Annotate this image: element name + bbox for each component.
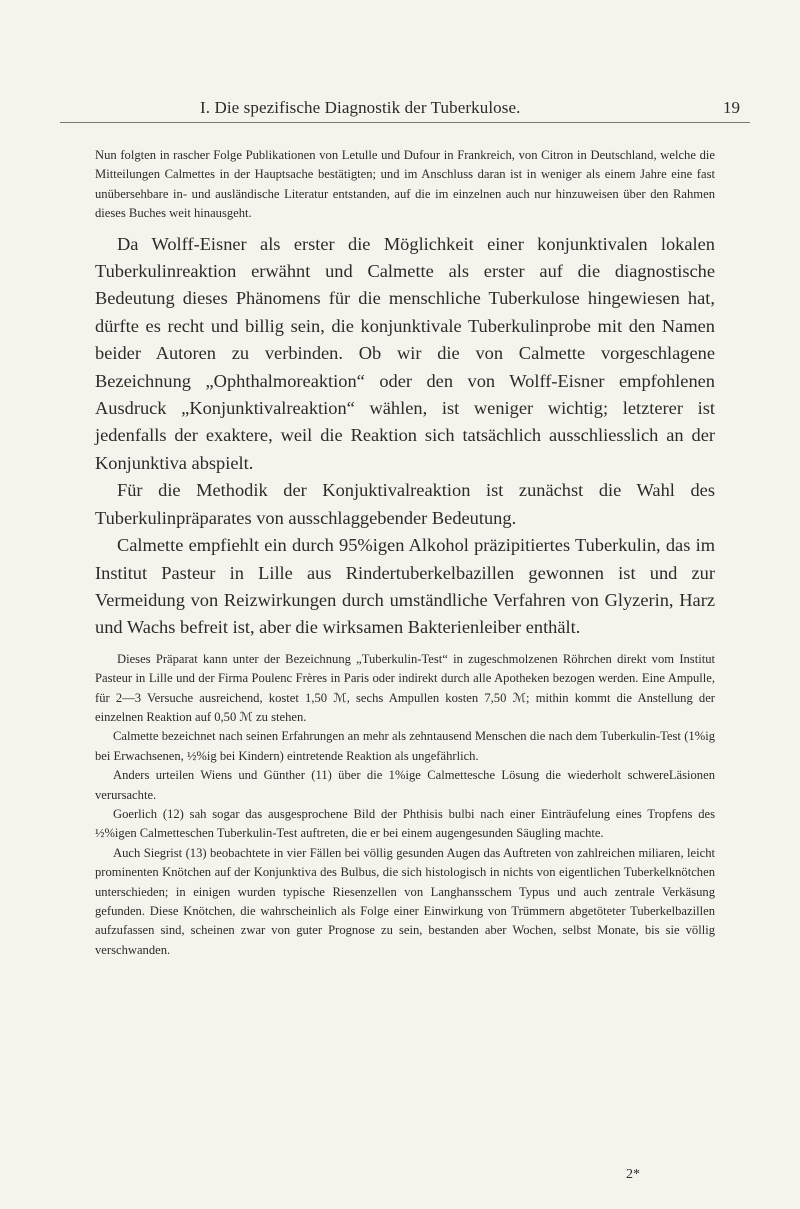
note-praeparat: Dieses Präparat kann unter der Bezeichnung „Tuberkulin-Test“ in zugeschmolzenen Röhrchen direkt vom Institut Pasteur in Lille und der Firma Poulenc Frères in Paris oder indirekt durch alle Apotheken bezogen werden. Eine Ampulle, für 2—3 Versuche ausreichend, kostet 1,50 ℳ, sechs Ampullen kosten 7,50 ℳ; mithin kommt die Anstellung der einzelnen Reaktion auf 0,50 ℳ zu stehen. [95, 651, 715, 724]
notes-block [95, 650, 715, 961]
running-header [60, 98, 750, 123]
note-wiens-guenther: Anders urteilen Wiens und Günther (11) über die 1%ige Calmettesche Lösung die wiederholt schwereLäsionen verursachte. [95, 768, 715, 802]
main-text-block [95, 231, 715, 642]
note-calmette-erfahrungen: Calmette bezeichnet nach seinen Erfahrungen an mehr als zehntausend Menschen die nach dem Tuberkulin-Test (1%ig bei Erwachsenen, ½%ig bei Kindern) eintretende Reaktion als ungefährlich. [95, 729, 715, 763]
paragraph-methodik: Für die Methodik der Konjuktivalreaktion ist zunächst die Wahl des Tuberkulinpräparates von ausschlaggebender Bedeutung. [95, 480, 715, 528]
intro-paragraph: Nun folgten in rascher Folge Publikationen von Letulle und Dufour in Frankreich, von Citron in Deutschland, welche die Mitteilungen Calmettes in der Hauptsache bestätigten; und im Anschluss daran ist in weniger als einem Jahre eine fast unübersehbare in- und ausländische Literatur entstanden, auf die im einzelnen auch nur hinzuweisen über den Rahmen dieses Buches weit hinausgeht. [95, 148, 715, 221]
page-content [95, 146, 715, 960]
note-siegrist: Auch Siegrist (13) beobachtete in vier Fällen bei völlig gesunden Augen das Auftreten von zahlreichen miliaren, leicht prominenten Knötchen auf der Konjunktiva des Bulbus, die sich histologisch in nichts von eigentlichen Tuberkelknötchen unterschieden; in einigen wurden typische Riesenzellen von Langhansschem Typus und auch zentrale Verkäsung gefunden. Diese Knötchen, die wahrscheinlich als Folge einer Einwirkung von Trümmern abgetöteter Tuberkelbazillen aufzufassen sind, scheinen zwar von guter Prognose zu sein, bestanden aber Wochen, selbst Monate, bis sie völlig verschwanden. [95, 845, 715, 957]
paragraph-calmette-tuberkulin: Calmette empfiehlt ein durch 95%igen Alkohol präzipitiertes Tuberkulin, das im Institut Pasteur in Lille aus Rindertuberkelbazillen gewonnen ist und zur Vermeidung von Reizwirkungen durch umständliche Verfahren von Glyzerin, Harz und Wachs befreit ist, aber die wirksamen Bakterienleiber enthält. [95, 535, 715, 638]
page-number: 19 [723, 98, 740, 117]
document-page [60, 0, 750, 1209]
running-title: I. Die spezifische Diagnostik der Tuberkulose. [200, 98, 521, 117]
note-goerlich: Goerlich (12) sah sogar das ausgesprochene Bild der Phthisis bulbi nach einer Einträufelung eines Tropfens des ½%igen Calmetteschen Tuberkulin-Test auftreten, die er bei einem augengesunden Säugling machte. [95, 806, 715, 841]
paragraph-authors-priority: Da Wolff-Eisner als erster die Möglichkeit einer konjunktivalen lokalen Tuberkulinreaktion erwähnt und Calmette als erster auf die diagnostische Bedeutung dieses Phänomens für die menschliche Tuberkulose hingewiesen hat, dürfte es recht und billig sein, die konjunktivale Tuberkulinprobe mit den Namen beider Autoren zu verbinden. Ob wir die von Calmette vorgeschlagene Bezeichnung „Ophthalmoreaktion“ oder den von Wolff-Eisner empfohlenen Ausdruck „Konjunktivalreaktion“ wählen, ist weniger wichtig; letzterer ist jedenfalls der exaktere, weil die Reaktion sich tatsächlich ausschliesslich an der Konjunktiva abspielt. [95, 233, 715, 473]
sheet-signature: 2* [626, 1167, 640, 1182]
